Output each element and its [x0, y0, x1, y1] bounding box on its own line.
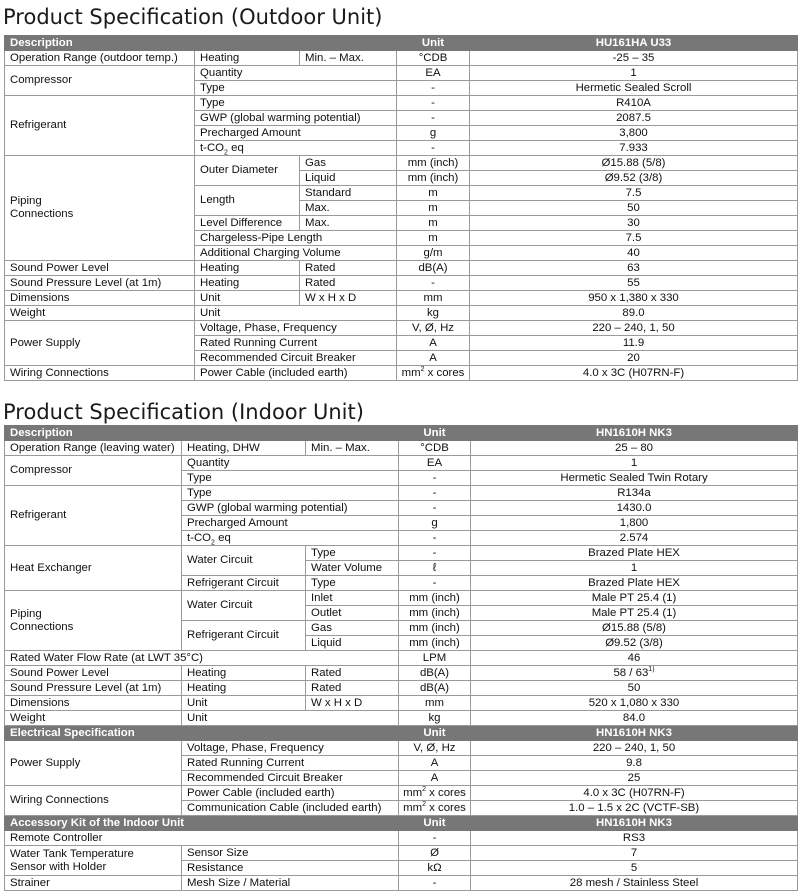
- row-unit: -: [397, 81, 470, 96]
- header-unit: Unit: [399, 726, 471, 741]
- row-value: 58 / 63$^{1)}$: [471, 666, 798, 681]
- table-row: [5, 666, 798, 681]
- row-unit: m: [397, 201, 470, 216]
- row-unit: mm (inch): [397, 156, 470, 171]
- row-label: Sound Power Level: [5, 666, 182, 681]
- row-value: R134a: [471, 486, 798, 501]
- table-row: [5, 156, 798, 171]
- row-unit: A: [399, 771, 471, 786]
- footnote-marker: 1): [648, 665, 655, 673]
- header-description: Accessory Kit of the Indoor Unit: [5, 816, 399, 831]
- row-sub: Communication Cable (included earth): [182, 801, 399, 816]
- row-sub: Sensor Size: [182, 846, 399, 861]
- row-unit: mm (inch): [397, 171, 470, 186]
- table-row: [5, 306, 798, 321]
- row-unit: V, Ø, Hz: [397, 321, 470, 336]
- table-row: [5, 261, 798, 276]
- row-unit: dB(A): [399, 681, 471, 696]
- row-sub: Voltage, Phase, Frequency: [182, 741, 399, 756]
- row-unit: A: [399, 756, 471, 771]
- header-model: HN1610H NK3: [471, 726, 798, 741]
- row-label: Operation Range (outdoor temp.): [5, 51, 195, 66]
- row-unit: g: [397, 126, 470, 141]
- row-unit: -: [399, 501, 471, 516]
- row-sub2: Outlet: [306, 606, 399, 621]
- row-sub: Resistance: [182, 861, 399, 876]
- row-sub: Heating, DHW: [182, 441, 306, 456]
- row-unit: mm (inch): [399, 636, 471, 651]
- indoor-section-title: Product Specification (Indoor Unit): [3, 400, 364, 424]
- table-row: [5, 456, 798, 471]
- header-model: HN1610H NK3: [471, 426, 798, 441]
- row-sub2: Min. – Max.: [306, 441, 399, 456]
- row-value: 220 – 240, 1, 50: [471, 741, 798, 756]
- row-label: Refrigerant: [5, 96, 195, 156]
- header-unit: Unit: [399, 816, 471, 831]
- row-value: 1.0 – 1.5 x 2C (VCTF-SB): [471, 801, 798, 816]
- row-sub: $t-CO_2$ eq: [182, 531, 399, 546]
- table-row: [5, 546, 798, 561]
- row-sub: GWP (global warming potential): [195, 111, 397, 126]
- row-unit: $mm^2$ x cores: [399, 786, 471, 801]
- row-sub2: Liquid: [300, 171, 397, 186]
- row-unit: -: [399, 831, 471, 846]
- table-row: [5, 276, 798, 291]
- row-value: 7.5: [470, 186, 798, 201]
- table-row: [5, 651, 798, 666]
- row-sub: Length: [195, 186, 300, 216]
- row-unit: mm (inch): [399, 621, 471, 636]
- row-unit: g: [399, 516, 471, 531]
- row-unit: mm (inch): [399, 591, 471, 606]
- row-unit: -: [397, 111, 470, 126]
- row-value: R410A: [470, 96, 798, 111]
- row-value: Ø15.88 (5/8): [470, 156, 798, 171]
- row-value: Ø9.52 (3/8): [470, 171, 798, 186]
- row-value: 7: [471, 846, 798, 861]
- row-sub: Chargeless-Pipe Length: [195, 231, 397, 246]
- row-sub: Unit: [182, 696, 306, 711]
- row-sub: Quantity: [195, 66, 397, 81]
- row-label: Operation Range (leaving water): [5, 441, 182, 456]
- row-value: Ø15.88 (5/8): [471, 621, 798, 636]
- row-value: 1,800: [471, 516, 798, 531]
- row-label: Sound Power Level: [5, 261, 195, 276]
- row-sub: Voltage, Phase, Frequency: [195, 321, 397, 336]
- row-unit: kΩ: [399, 861, 471, 876]
- row-value: 1: [471, 561, 798, 576]
- row-unit: ℓ: [399, 561, 471, 576]
- row-sub2: Max.: [300, 216, 397, 231]
- row-sub: GWP (global warming potential): [182, 501, 399, 516]
- row-unit: -: [399, 471, 471, 486]
- row-sub2: Max.: [300, 201, 397, 216]
- row-sub2: Inlet: [306, 591, 399, 606]
- row-value: 84.0: [471, 711, 798, 726]
- row-unit: kg: [397, 306, 470, 321]
- header-description: Description: [5, 36, 397, 51]
- row-sub: Heating: [195, 51, 300, 66]
- table-row: [5, 486, 798, 501]
- outdoor-header-row: [5, 36, 798, 51]
- row-unit: -: [399, 486, 471, 501]
- row-unit: mm: [397, 291, 470, 306]
- table-row: [5, 591, 798, 606]
- row-sub2: Type: [306, 576, 399, 591]
- row-sub: Type: [195, 81, 397, 96]
- row-sub: $t-CO_2$ eq: [195, 141, 397, 156]
- table-row: [5, 96, 798, 111]
- table-row: [5, 711, 798, 726]
- row-unit: -: [397, 276, 470, 291]
- header-unit: Unit: [397, 36, 470, 51]
- row-sub: Mesh Size / Material: [182, 876, 399, 891]
- row-sub: Refrigerant Circuit: [182, 576, 306, 591]
- row-value: 3,800: [470, 126, 798, 141]
- row-sub2: Gas: [306, 621, 399, 636]
- table-row: [5, 876, 798, 891]
- outdoor-spec-table: [4, 35, 798, 381]
- row-sub2: Rated: [300, 276, 397, 291]
- row-unit: g/m: [397, 246, 470, 261]
- row-value: 1: [470, 66, 798, 81]
- row-unit: -: [399, 876, 471, 891]
- row-value: 9.8: [471, 756, 798, 771]
- row-unit: $mm^2$ x cores: [397, 366, 470, 381]
- row-sub: Unit: [182, 711, 399, 726]
- row-unit: dB(A): [397, 261, 470, 276]
- row-value: -25 – 35: [470, 51, 798, 66]
- row-sub: Unit: [195, 306, 397, 321]
- row-value: 5: [471, 861, 798, 876]
- row-label: Compressor: [5, 456, 182, 486]
- row-label: Sound Pressure Level (at 1m): [5, 276, 195, 291]
- row-sub: Refrigerant Circuit: [182, 621, 306, 651]
- table-row: [5, 291, 798, 306]
- row-sub: Rated Running Current: [182, 756, 399, 771]
- row-unit: V, Ø, Hz: [399, 741, 471, 756]
- row-value: RS3: [471, 831, 798, 846]
- accessory-header-row: [5, 816, 798, 831]
- row-sub2: Gas: [300, 156, 397, 171]
- row-label: Piping Connections: [5, 591, 182, 651]
- table-row: [5, 696, 798, 711]
- row-value: 63: [470, 261, 798, 276]
- row-value: Male PT 25.4 (1): [471, 591, 798, 606]
- row-unit: -: [397, 141, 470, 156]
- row-value: 89.0: [470, 306, 798, 321]
- row-value: 1: [471, 456, 798, 471]
- electrical-header-row: [5, 726, 798, 741]
- table-row: [5, 321, 798, 336]
- row-sub2: Rated: [300, 261, 397, 276]
- table-row: [5, 366, 798, 381]
- row-value: Male PT 25.4 (1): [471, 606, 798, 621]
- row-sub: Recommended Circuit Breaker: [182, 771, 399, 786]
- row-sub: Heating: [182, 666, 306, 681]
- row-label: Remote Controller: [5, 831, 399, 846]
- row-unit: A: [397, 351, 470, 366]
- row-unit: -: [399, 531, 471, 546]
- outdoor-section-title: Product Specification (Outdoor Unit): [3, 5, 383, 29]
- row-sub: Type: [195, 96, 397, 111]
- row-label: Dimensions: [5, 696, 182, 711]
- row-unit: dB(A): [399, 666, 471, 681]
- row-unit: EA: [397, 66, 470, 81]
- row-sub2: W x H x D: [306, 696, 399, 711]
- row-sub2: Water Volume: [306, 561, 399, 576]
- row-sub: Water Circuit: [182, 546, 306, 576]
- row-unit: mm: [399, 696, 471, 711]
- table-row: [5, 681, 798, 696]
- row-sub: Heating: [182, 681, 306, 696]
- row-sub: Level Difference: [195, 216, 300, 231]
- row-label: Heat Exchanger: [5, 546, 182, 591]
- row-sub: Heating: [195, 276, 300, 291]
- table-row: [5, 741, 798, 756]
- row-sub: Precharged Amount: [182, 516, 399, 531]
- header-model: HU161HA U33: [470, 36, 798, 51]
- row-value: 7.5: [470, 231, 798, 246]
- row-value: 2087.5: [470, 111, 798, 126]
- row-sub2: Type: [306, 546, 399, 561]
- row-value: 25 – 80: [471, 441, 798, 456]
- row-label: Rated Water Flow Rate (at LWT 35°C): [5, 651, 399, 666]
- row-value: 4.0 x 3C (H07RN-F): [471, 786, 798, 801]
- row-sub: Recommended Circuit Breaker: [195, 351, 397, 366]
- row-value: 50: [470, 201, 798, 216]
- row-unit: A: [397, 336, 470, 351]
- row-unit: -: [399, 576, 471, 591]
- table-row: [5, 846, 798, 861]
- row-value: 520 x 1,080 x 330: [471, 696, 798, 711]
- row-value: Brazed Plate HEX: [471, 546, 798, 561]
- row-unit: LPM: [399, 651, 471, 666]
- header-description: Description: [5, 426, 399, 441]
- row-value: 220 – 240, 1, 50: [470, 321, 798, 336]
- row-label: Dimensions: [5, 291, 195, 306]
- row-label: Weight: [5, 711, 182, 726]
- row-sub: Quantity: [182, 456, 399, 471]
- table-row: [5, 66, 798, 81]
- row-unit: Ø: [399, 846, 471, 861]
- table-row: [5, 831, 798, 846]
- row-label: Strainer: [5, 876, 182, 891]
- row-sub: Water Circuit: [182, 591, 306, 621]
- header-model: HN1610H NK3: [471, 816, 798, 831]
- row-label: Weight: [5, 306, 195, 321]
- row-label: Wiring Connections: [5, 366, 195, 381]
- row-sub: Rated Running Current: [195, 336, 397, 351]
- indoor-header-row: [5, 426, 798, 441]
- row-label: Piping Connections: [5, 156, 195, 261]
- row-value: 4.0 x 3C (H07RN-F): [470, 366, 798, 381]
- row-value: 11.9: [470, 336, 798, 351]
- row-value: 30: [470, 216, 798, 231]
- row-sub: Precharged Amount: [195, 126, 397, 141]
- row-unit: -: [397, 96, 470, 111]
- row-unit: mm (inch): [399, 606, 471, 621]
- row-value: 2.574: [471, 531, 798, 546]
- row-value: 7.933: [470, 141, 798, 156]
- row-sub2: W x H x D: [300, 291, 397, 306]
- row-label: Wiring Connections: [5, 786, 182, 816]
- row-unit: -: [399, 546, 471, 561]
- row-value: Brazed Plate HEX: [471, 576, 798, 591]
- row-label: Power Supply: [5, 321, 195, 366]
- row-sub2: Rated: [306, 666, 399, 681]
- row-value: 50: [471, 681, 798, 696]
- row-sub: Type: [182, 471, 399, 486]
- table-row: [5, 786, 798, 801]
- row-sub: Type: [182, 486, 399, 501]
- row-unit: m: [397, 231, 470, 246]
- table-row: [5, 441, 798, 456]
- row-sub2: Rated: [306, 681, 399, 696]
- row-value: Hermetic Sealed Twin Rotary: [471, 471, 798, 486]
- row-value: 25: [471, 771, 798, 786]
- row-label: Sound Pressure Level (at 1m): [5, 681, 182, 696]
- row-label: Water Tank Temperature Sensor with Holder: [5, 846, 182, 876]
- row-sub: Power Cable (included earth): [195, 366, 397, 381]
- row-value: 950 x 1,380 x 330: [470, 291, 798, 306]
- row-sub2: Liquid: [306, 636, 399, 651]
- row-value: 28 mesh / Stainless Steel: [471, 876, 798, 891]
- row-value: 40: [470, 246, 798, 261]
- row-sub: Outer Diameter: [195, 156, 300, 186]
- row-value: 55: [470, 276, 798, 291]
- row-sub: Heating: [195, 261, 300, 276]
- row-sub2: Min. – Max.: [300, 51, 397, 66]
- row-unit: EA: [399, 456, 471, 471]
- header-description: Electrical Specification: [5, 726, 399, 741]
- row-value: 20: [470, 351, 798, 366]
- row-label: Refrigerant: [5, 486, 182, 546]
- row-unit: m: [397, 186, 470, 201]
- row-label: Power Supply: [5, 741, 182, 786]
- row-unit: m: [397, 216, 470, 231]
- row-value: Ø9.52 (3/8): [471, 636, 798, 651]
- row-unit: °CDB: [399, 441, 471, 456]
- indoor-spec-table: [4, 425, 798, 891]
- table-row: [5, 51, 798, 66]
- row-sub2: Standard: [300, 186, 397, 201]
- row-sub: Power Cable (included earth): [182, 786, 399, 801]
- row-sub: Additional Charging Volume: [195, 246, 397, 261]
- row-unit: °CDB: [397, 51, 470, 66]
- header-unit: Unit: [399, 426, 471, 441]
- row-unit: kg: [399, 711, 471, 726]
- row-value: Hermetic Sealed Scroll: [470, 81, 798, 96]
- row-unit: $mm^2$ x cores: [399, 801, 471, 816]
- row-label: Compressor: [5, 66, 195, 96]
- row-value: 1430.0: [471, 501, 798, 516]
- row-value: 46: [471, 651, 798, 666]
- row-sub: Unit: [195, 291, 300, 306]
